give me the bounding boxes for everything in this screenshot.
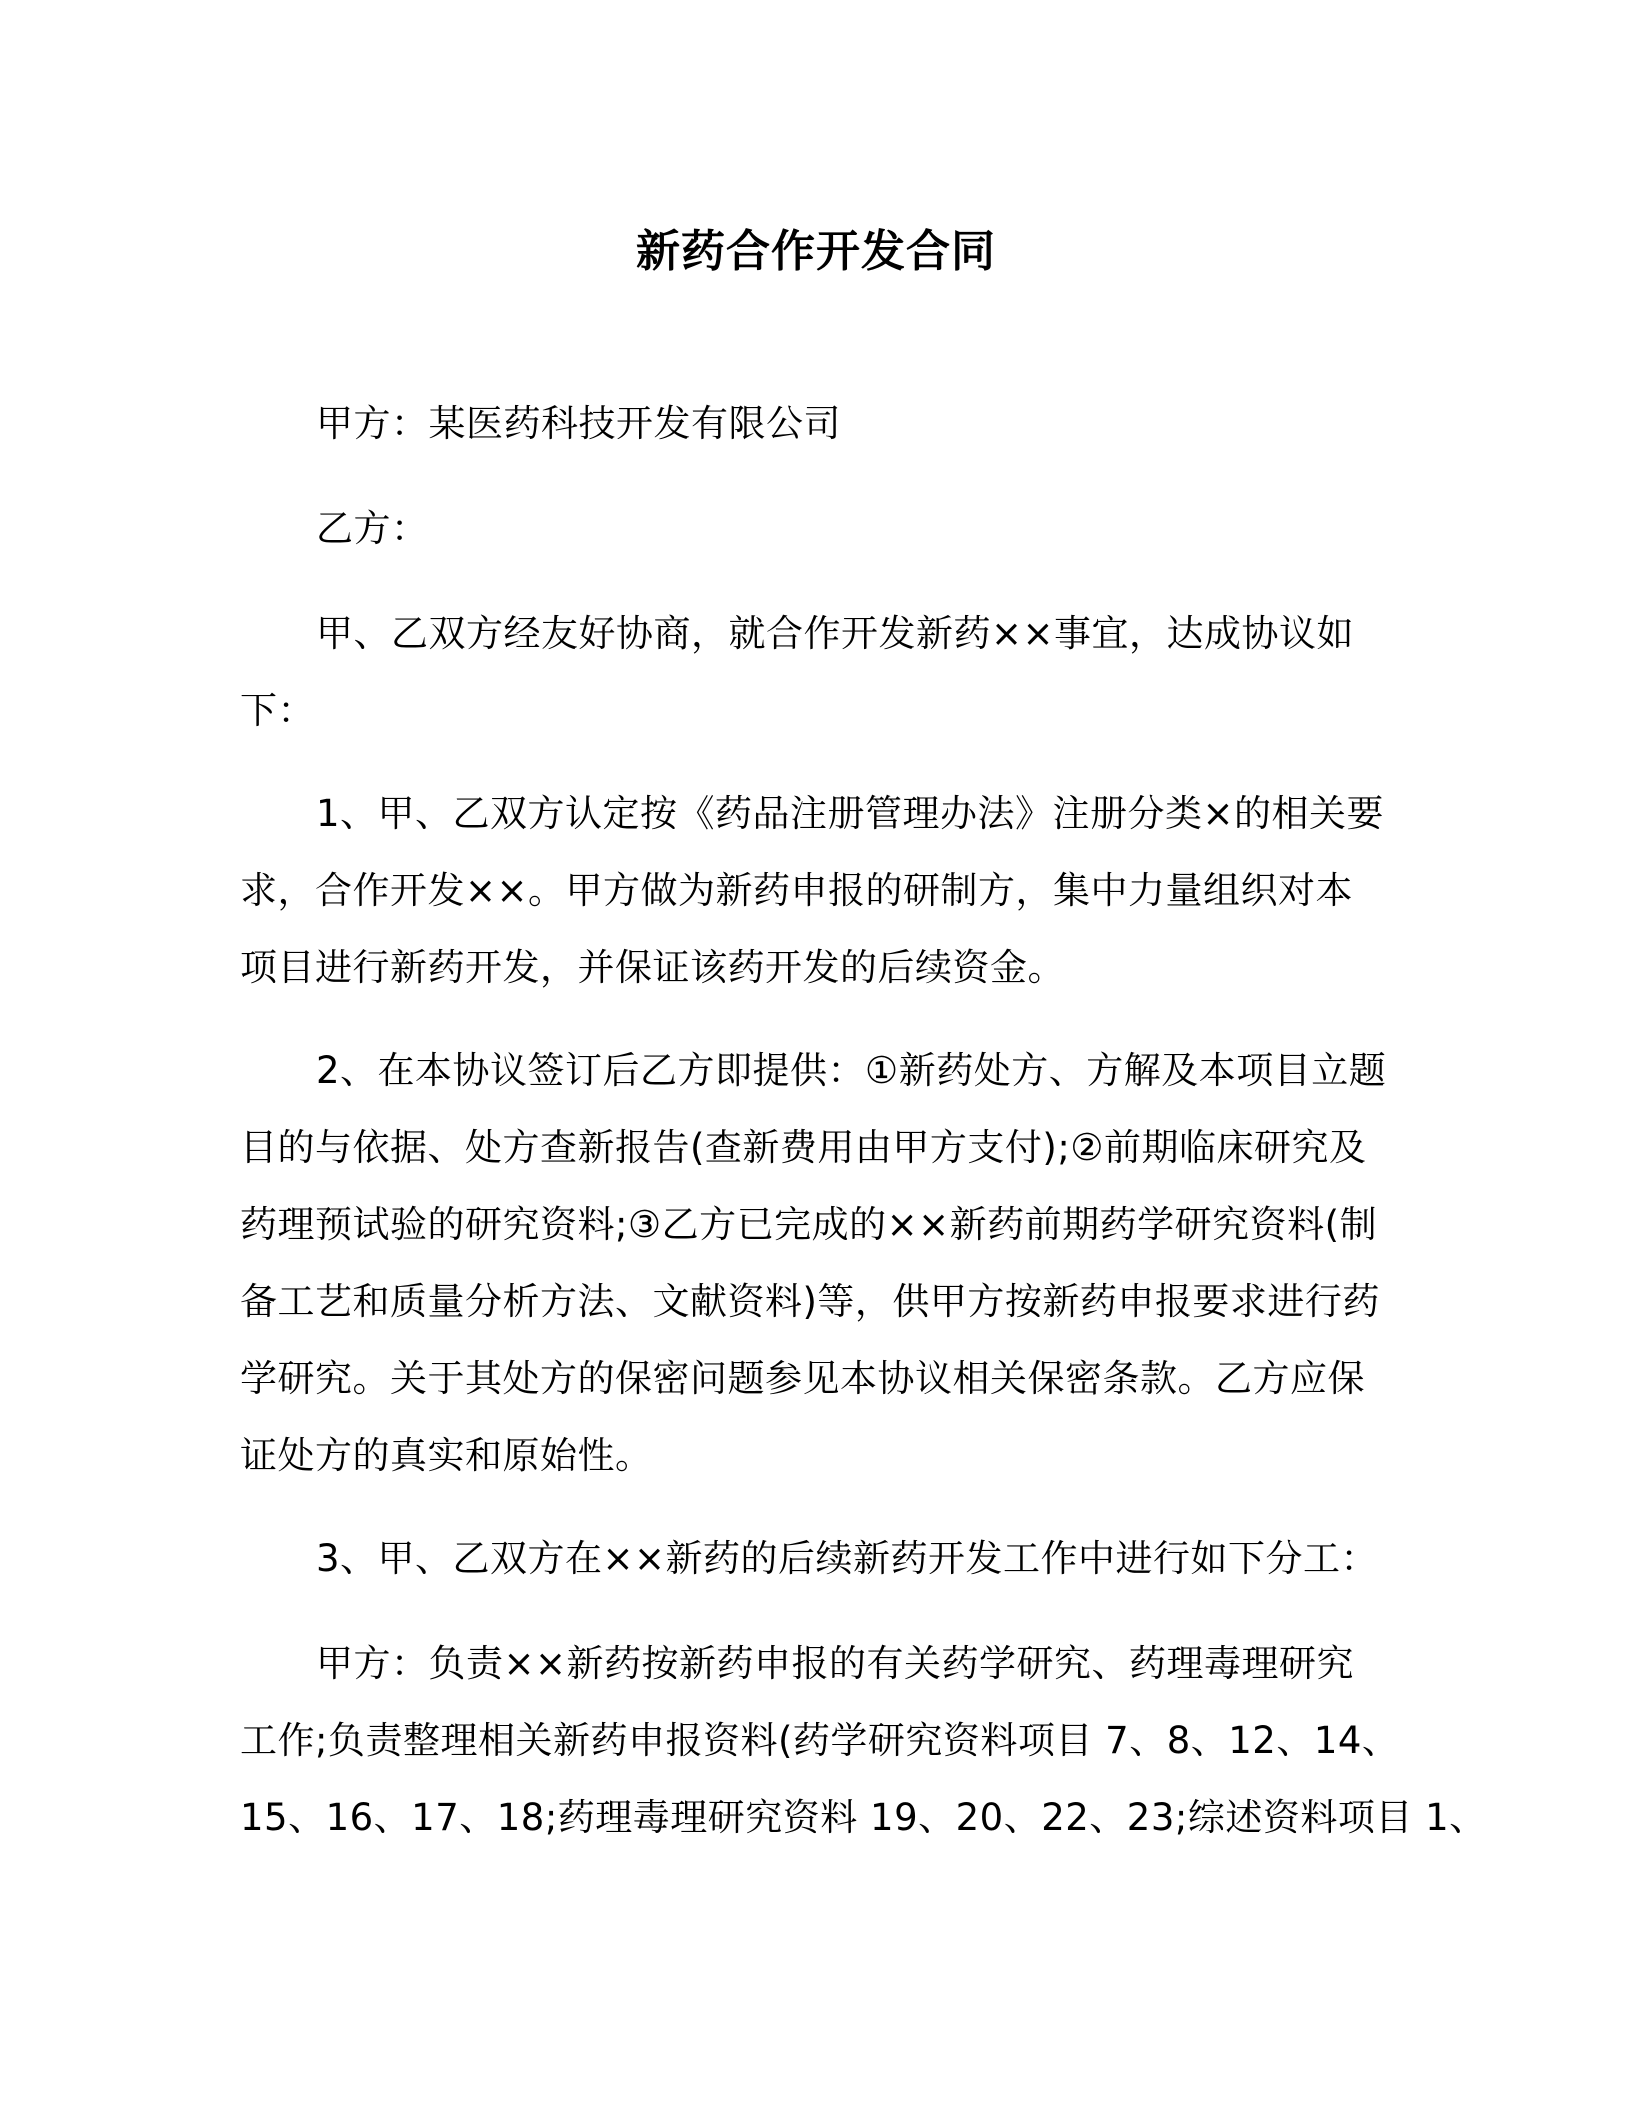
party-a-line	[240, 385, 1390, 462]
clause-1-paragraph	[240, 775, 1390, 1006]
party-a-text: 甲方：某医药科技开发有限公司	[316, 402, 841, 445]
clause-3-party-a-line-3: 15、16、17、18;药理毒理研究资料 19、20、22、23;综述资料项目 1、	[240, 1796, 1487, 1839]
clause-3-party-a-line-2: 工作;负责整理相关新药申报资料(药学研究资料项目 7、8、12、14、	[240, 1719, 1400, 1762]
intro-paragraph	[240, 595, 1390, 749]
intro-line-2: 下：	[240, 689, 315, 732]
clause-1-line-2: 求，合作开发××。甲方做为新药申报的研制方，集中力量组织对本	[240, 869, 1354, 912]
clause-3-line-1: 3、甲、乙双方在××新药的后续新药开发工作中进行如下分工：	[316, 1537, 1379, 1580]
clause-2-line-6: 证处方的真实和原始性。	[240, 1434, 653, 1477]
document-title: 新药合作开发合同	[636, 226, 996, 277]
party-b-text: 乙方：	[316, 507, 429, 550]
clause-1-line-1: 1、甲、乙双方认定按《药品注册管理办法》注册分类×的相关要	[316, 792, 1385, 835]
clause-2-line-2: 目的与依据、处方查新报告(查新费用由甲方支付);②前期临床研究及	[240, 1126, 1367, 1169]
clause-2-line-4: 备工艺和质量分析方法、文献资料)等，供甲方按新药申报要求进行药	[240, 1280, 1380, 1323]
clause-3-party-a-line-1: 甲方：负责××新药按新药申报的有关药学研究、药理毒理研究	[316, 1642, 1355, 1685]
clause-2-line-3: 药理预试验的研究资料;③乙方已完成的××新药前期药学研究资料(制	[240, 1203, 1378, 1246]
clause-2-line-5: 学研究。关于其处方的保密问题参见本协议相关保密条款。乙方应保	[240, 1357, 1365, 1400]
clause-3-paragraph	[240, 1520, 1390, 1597]
clause-2-line-1: 2、在本协议签订后乙方即提供：①新药处方、方解及本项目立题	[316, 1049, 1387, 1092]
party-b-line	[240, 490, 1390, 567]
clause-1-line-3: 项目进行新药开发，并保证该药开发的后续资金。	[240, 946, 1065, 989]
clause-2-paragraph	[240, 1032, 1390, 1494]
intro-line-1: 甲、乙双方经友好协商，就合作开发新药××事宜，达成协议如	[316, 612, 1355, 655]
clause-3-party-a-paragraph	[240, 1625, 1487, 1856]
